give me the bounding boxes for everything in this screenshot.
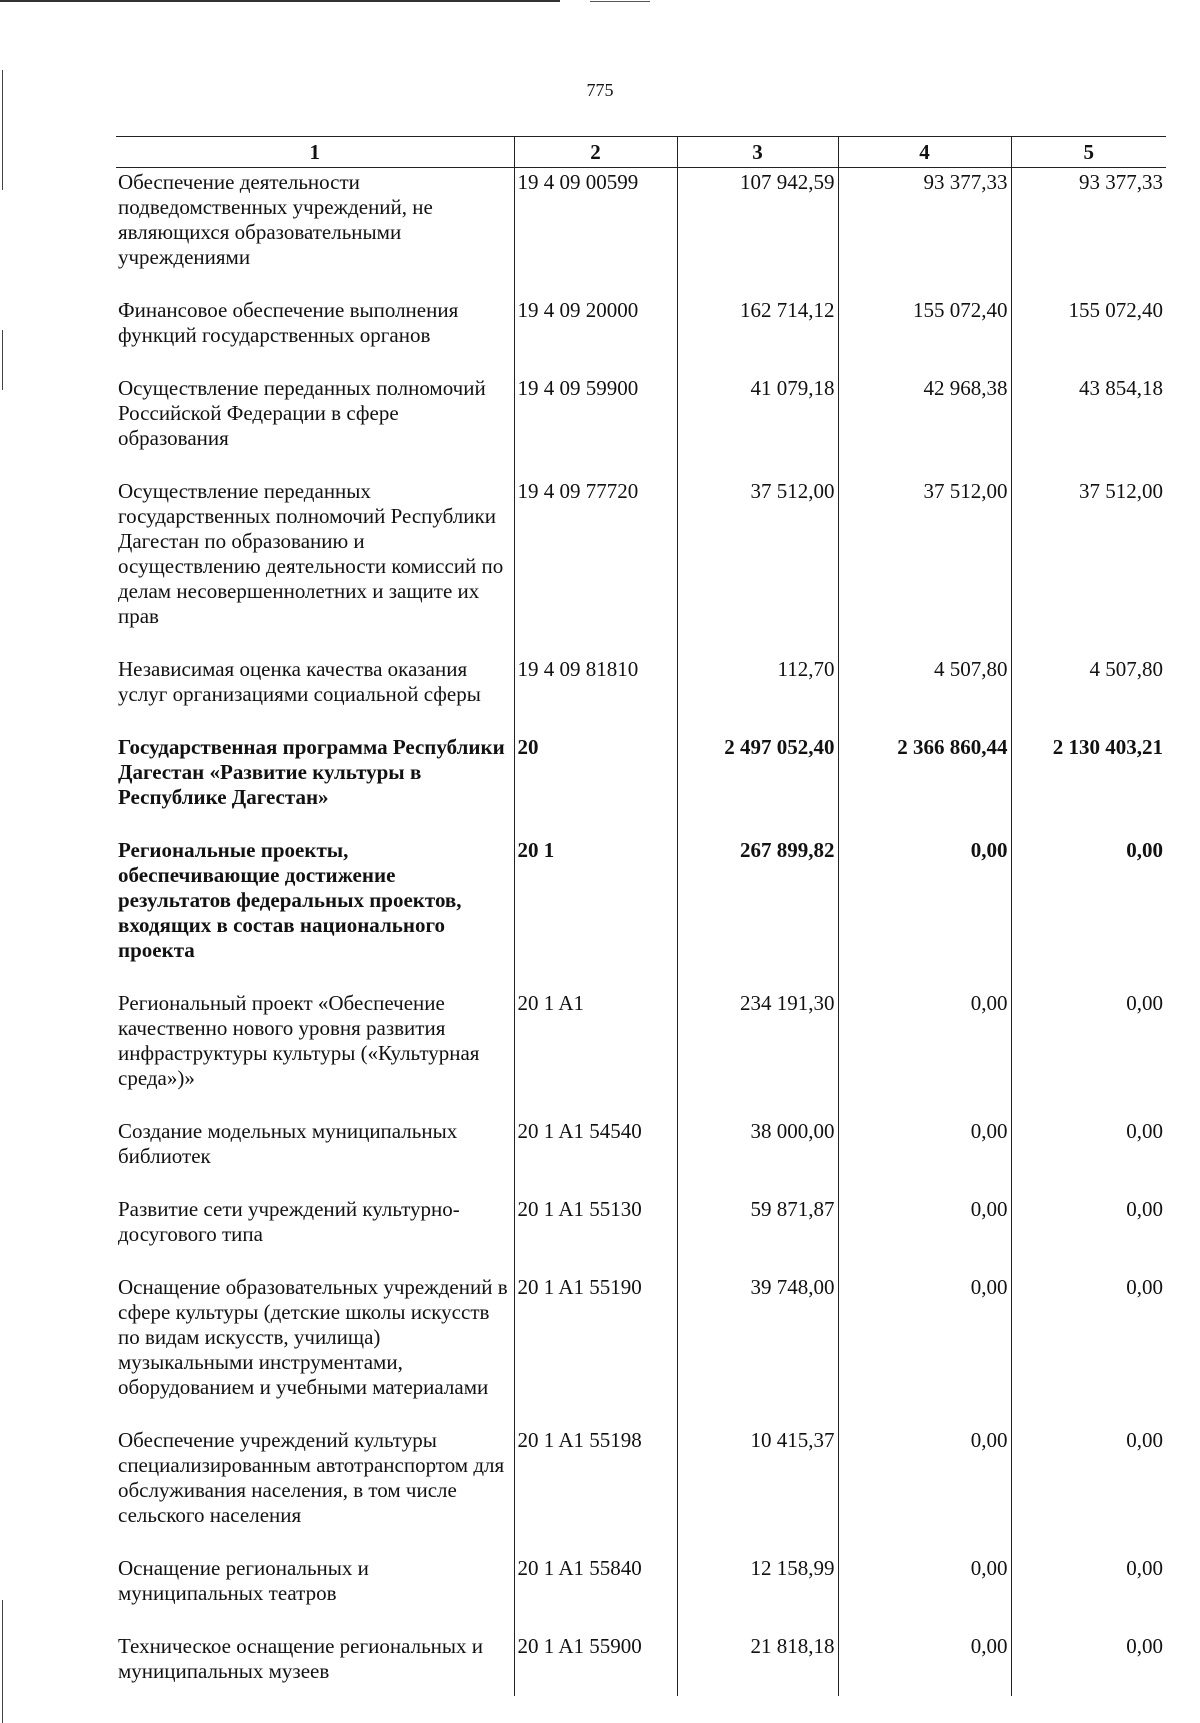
column-header: 1	[116, 137, 514, 168]
row-code-cell: 20 1	[514, 836, 677, 989]
row-code-cell: 20 1 A1 55130	[514, 1195, 677, 1273]
row-value-col4: 2 366 860,44	[838, 733, 1011, 836]
row-name-cell: Осуществление переданных полномочий Российской Федерации в сфере образования	[118, 376, 486, 450]
row-code-cell: 20 1 A1 55900	[514, 1632, 677, 1696]
row-value-col4: 4 507,80	[838, 655, 1011, 733]
row-value-col5: 0,00	[1011, 1273, 1166, 1426]
row-name-cell: Техническое оснащение региональных и муниципальных музеев	[118, 1634, 483, 1683]
scan-edge-line	[2, 330, 3, 390]
scan-edge-line	[0, 0, 560, 2]
row-value-col3: 41 079,18	[677, 374, 838, 477]
row-value-col3: 112,70	[677, 655, 838, 733]
table-row	[116, 989, 1166, 1117]
table-row	[116, 296, 1166, 374]
row-value-col5: 93 377,33	[1011, 168, 1166, 297]
row-value-col4: 0,00	[838, 1195, 1011, 1273]
row-code-cell: 20 1 A1 54540	[514, 1117, 677, 1195]
row-name-cell: Обеспечение деятельности подведомственных учреждений, не являющихся образовательными учреждениями	[118, 170, 433, 269]
table-row	[116, 1632, 1166, 1696]
row-value-col3: 21 818,18	[677, 1632, 838, 1696]
row-value-col4: 0,00	[838, 1426, 1011, 1554]
column-header: 3	[677, 137, 838, 168]
row-value-col5: 0,00	[1011, 1117, 1166, 1195]
row-value-col4: 42 968,38	[838, 374, 1011, 477]
row-value-col3: 39 748,00	[677, 1273, 838, 1426]
row-value-col4: 93 377,33	[838, 168, 1011, 297]
row-value-col3: 107 942,59	[677, 168, 838, 297]
table-row	[116, 733, 1166, 836]
page-number: 775	[586, 80, 614, 100]
row-value-col5: 0,00	[1011, 1195, 1166, 1273]
row-value-col4: 37 512,00	[838, 477, 1011, 655]
row-code-cell: 20 1 A1 55190	[514, 1273, 677, 1426]
row-value-col5: 2 130 403,21	[1011, 733, 1166, 836]
table-row	[116, 1117, 1166, 1195]
row-name-cell: Создание модельных муниципальных библиотек	[118, 1119, 458, 1168]
row-code-cell: 20	[514, 733, 677, 836]
row-value-col5: 155 072,40	[1011, 296, 1166, 374]
row-code-cell: 19 4 09 81810	[514, 655, 677, 733]
row-name-cell: Региональные проекты, обеспечивающие достижение результатов федеральных проектов, входящих в состав национального проекта	[118, 838, 462, 962]
table-row	[116, 836, 1166, 989]
row-name-cell: Осуществление переданных государственных полномочий Республики Дагестан по образованию и осуществлению деятельности комиссий по делам несовершеннолетних и защите их прав	[118, 479, 504, 628]
row-name-cell: Независимая оценка качества оказания услуг организациями социальной сферы	[118, 657, 481, 706]
row-value-col3: 162 714,12	[677, 296, 838, 374]
row-value-col3: 37 512,00	[677, 477, 838, 655]
row-value-col3: 10 415,37	[677, 1426, 838, 1554]
table-row	[116, 168, 1166, 297]
row-value-col3: 267 899,82	[677, 836, 838, 989]
row-value-col5: 4 507,80	[1011, 655, 1166, 733]
table-row	[116, 1426, 1166, 1554]
row-value-col4: 0,00	[838, 1554, 1011, 1632]
row-name-cell: Государственная программа Республики Дагестан «Развитие культуры в Республике Дагестан»	[118, 735, 505, 809]
row-value-col5: 37 512,00	[1011, 477, 1166, 655]
row-value-col4: 0,00	[838, 1117, 1011, 1195]
column-header: 5	[1011, 137, 1166, 168]
row-name-cell: Обеспечение учреждений культуры специализированным автотранспортом для обслуживания населения, в том числе сельского населения	[118, 1428, 505, 1527]
row-value-col4: 0,00	[838, 1632, 1011, 1696]
row-value-col3: 2 497 052,40	[677, 733, 838, 836]
row-value-col5: 0,00	[1011, 1426, 1166, 1554]
row-value-col3: 234 191,30	[677, 989, 838, 1117]
row-value-col5: 0,00	[1011, 1554, 1166, 1632]
row-value-col5: 0,00	[1011, 836, 1166, 989]
row-value-col3: 12 158,99	[677, 1554, 838, 1632]
row-name-cell: Оснащение образовательных учреждений в сфере культуры (детские школы искусств по видам искусств, училища) музыкальными инструментами, оборудованием и учебными материалами	[118, 1275, 508, 1399]
row-code-cell: 20 1 A1	[514, 989, 677, 1117]
row-code-cell: 19 4 09 77720	[514, 477, 677, 655]
row-name-cell: Оснащение региональных и муниципальных театров	[118, 1556, 369, 1605]
row-code-cell: 19 4 09 59900	[514, 374, 677, 477]
table-row	[116, 1554, 1166, 1632]
row-value-col4: 0,00	[838, 989, 1011, 1117]
row-code-cell: 19 4 09 00599	[514, 168, 677, 297]
row-value-col4: 155 072,40	[838, 296, 1011, 374]
row-name-cell: Региональный проект «Обеспечение качественно нового уровня развития инфраструктуры культуры («Культурная среда»)»	[118, 991, 480, 1090]
row-value-col4: 0,00	[838, 1273, 1011, 1426]
row-value-col5: 0,00	[1011, 1632, 1166, 1696]
row-value-col5: 43 854,18	[1011, 374, 1166, 477]
column-header: 2	[514, 137, 677, 168]
row-value-col3: 59 871,87	[677, 1195, 838, 1273]
table-row	[116, 1273, 1166, 1426]
scan-edge-line	[590, 1, 650, 2]
table-row	[116, 1195, 1166, 1273]
row-value-col5: 0,00	[1011, 989, 1166, 1117]
row-code-cell: 20 1 A1 55840	[514, 1554, 677, 1632]
row-value-col3: 38 000,00	[677, 1117, 838, 1195]
header-row	[116, 137, 1166, 168]
scan-edge-line	[2, 1600, 3, 1723]
column-header: 4	[838, 137, 1011, 168]
budget-table	[116, 136, 1166, 1696]
table-row	[116, 477, 1166, 655]
table-row	[116, 374, 1166, 477]
table-row	[116, 655, 1166, 733]
row-value-col4: 0,00	[838, 836, 1011, 989]
row-code-cell: 20 1 A1 55198	[514, 1426, 677, 1554]
row-code-cell: 19 4 09 20000	[514, 296, 677, 374]
row-name-cell: Развитие сети учреждений культурно-досугового типа	[118, 1197, 460, 1246]
row-name-cell: Финансовое обеспечение выполнения функций государственных органов	[118, 298, 459, 347]
